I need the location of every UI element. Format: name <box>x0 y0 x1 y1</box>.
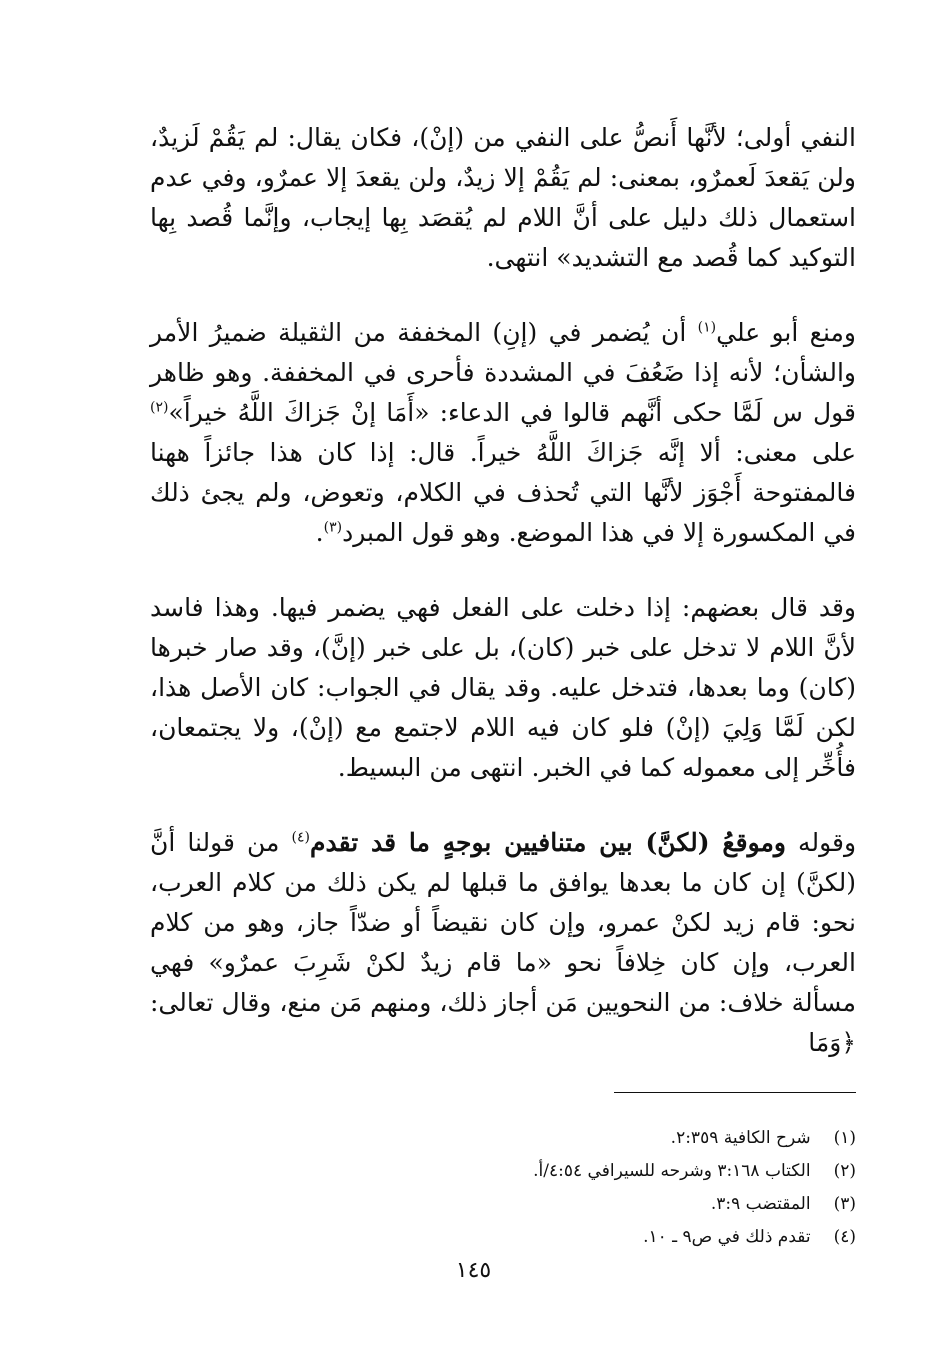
footnote-text: تقدم ذلك في ص٩ ـ ١٠. <box>643 1227 811 1247</box>
footnote-reference[interactable]: (٤) <box>291 829 310 846</box>
footnote <box>256 1221 856 1254</box>
footnote <box>256 1155 856 1188</box>
footnote-number: (٢) <box>833 1161 856 1181</box>
page-number: ١٤٥ <box>455 1258 492 1283</box>
paragraph-text: النفي أولى؛ لأنَّها أَنصُّ على النفي من (إنْ)، فكان يقال: لم يَقُمْ لَزيدٌ، ولن يَقعدَ لَعمرٌو، بمعنى: لم يَقُمْ إلا زيدٌ، ولن يقعدَ إلا عمرٌو، وفي عدم استعمال ذلك دليل على أنَّ اللام لم يُقصَد بِها إيجاب، وإنَّما قُصد بِها التوكيد كما قُصد مع التشديد» انتهى. <box>150 123 856 272</box>
footnote-text: الكتاب ٣:١٦٨ وشرحه للسيرافي ٤:٥٤/أ. <box>533 1161 811 1181</box>
footnote-reference[interactable]: (١) <box>697 319 717 336</box>
paragraph <box>150 313 856 553</box>
footnote-divider <box>614 1092 856 1093</box>
paragraph-text: من قولنا أنَّ (لكنَّ) إن كان ما بعدها يوافق ما قبلها لم يكن ذلك من كلام العرب، نحو: قام زيد لكنْ عمرو، وإن كان نقيضاً أو ضدّاً جاز، وهو من كلام العرب، وإن كان خِلافاً نحو «ما قام زيدٌ لكنْ شَرِبَ عمرٌو» فهي مسألة خلاف: من النحويين مَن أجاز ذلك، ومنهم مَن منع، وقال تعالى: ﴿وَمَا <box>150 828 856 1057</box>
paragraph-text: وقوله <box>786 828 857 857</box>
paragraph-text: . <box>315 518 324 547</box>
footnote-reference[interactable]: (٢) <box>150 399 169 416</box>
paragraph-text: ومنع أبو علي <box>716 318 856 347</box>
paragraph-text: على معنى: ألا إنَّه جَزاكَ اللَّهُ خيراً. قال: إذا كان هذا جائزاً ههنا فالمفتوحة أَجْوَز لأنَّها التي تُحذف في الكلام، وتعوض، ولم يجئ ذلك في المكسورة إلا في هذا الموضع. وهو قول المبرد <box>150 438 856 547</box>
footnote-text: المقتضب ٣:٩. <box>710 1194 811 1214</box>
paragraph <box>150 118 856 278</box>
footnote-text: شرح الكافية ٢:٣٥٩. <box>670 1128 811 1148</box>
footnote-number: (٣) <box>833 1194 856 1214</box>
paragraph-text: أن يُضمر في (إنِ) المخففة من الثقيلة ضميرُ الأمر والشأن؛ لأنه إذا ضَعُفَ في المشددة فأحرى في المخففة. وهو ظاهر قول س لَمَّا حكى أنَّهم قالوا في الدعاء: «أَمَا إنْ جَزاكَ اللَّهُ خيراً» <box>150 318 856 427</box>
footnote-number: (١) <box>833 1128 856 1148</box>
footnote-reference[interactable]: (٣) <box>323 519 343 536</box>
paragraph-text: وقد قال بعضهم: إذا دخلت على الفعل فهي يضمر فيها. وهذا فاسد لأنَّ اللام لا تدخل على خبر (كان)، بل على خبر (إنَّ)، وقد صار خبرها (كان) وما بعدها، فتدخل عليه. وقد يقال في الجواب: كان الأصل هذا، لكن لَمَّا وَلِيَ (إنْ) فلو كان فيه اللام لاجتمع مع (إنْ)، ولا يجتمعان، فأُخِّر إلى معموله كما في الخبر. انتهى من البسيط. <box>150 593 856 782</box>
paragraph <box>150 823 856 1063</box>
footnote <box>256 1122 856 1155</box>
footnote <box>256 1188 856 1221</box>
footnote-number: (٤) <box>833 1227 856 1247</box>
main-text <box>150 118 856 1063</box>
paragraph <box>150 588 856 788</box>
footnotes <box>256 1122 856 1254</box>
quoted-matn-text: وموقعُ (لكنَّ) بين متنافيين بوجهٍ ما قد تقدم <box>309 828 787 857</box>
